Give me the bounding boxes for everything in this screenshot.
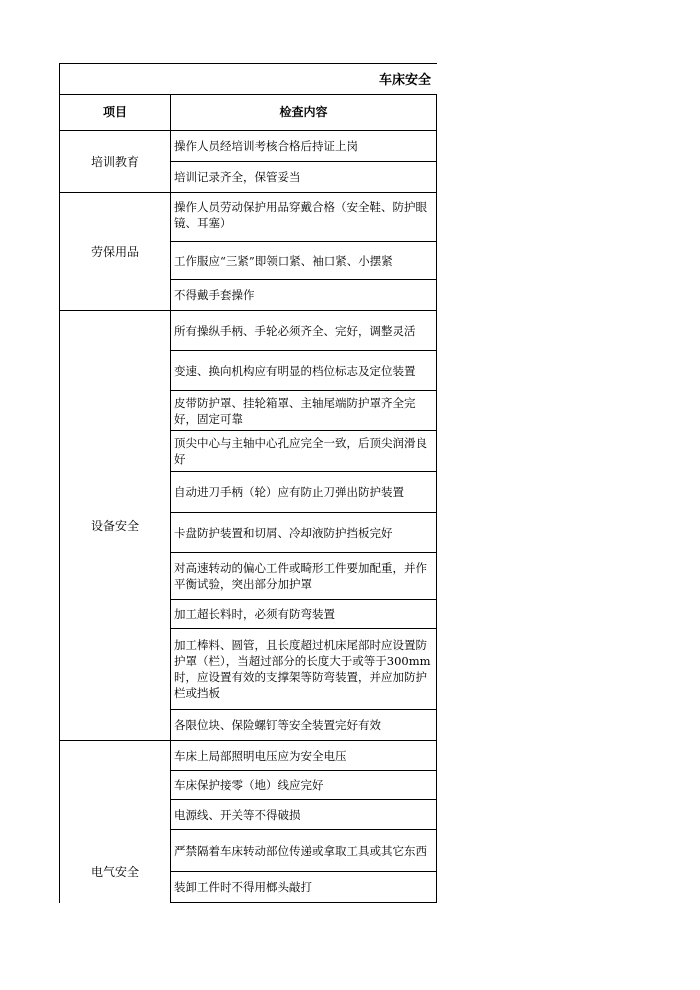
table-row: 装卸工件时不得用榔头敲打 (174, 880, 312, 894)
table-row: 变速、换向机构应有明显的档位标志及定位装置 (174, 363, 416, 378)
table-row: 电源线、开关等不得破损 (174, 807, 301, 822)
table-row: 自动进刀手柄（轮）应有防止刀弹出防护装置 (174, 485, 404, 499)
table-row: 对高速转动的偏心工件或畸形工件要加配重，并作平衡试验，突出部分加护罩 (174, 561, 427, 591)
header-content: 检查内容 (279, 105, 328, 119)
header-item: 项目 (102, 105, 127, 119)
table-row: 顶尖中心与主轴中心孔应完全一致，后顶尖润滑良好 (174, 436, 427, 466)
table-border-top (59, 63, 437, 64)
category-ppe: 劳保用品 (90, 245, 139, 259)
table-row: 培训记录齐全，保管妥当 (174, 170, 301, 184)
table-row: 操作人员劳动保护用品穿戴合格（安全鞋、防护眼镜、耳塞） (174, 200, 427, 230)
table-row: 严禁隔着车床转动部位传递或拿取工具或其它东西 (174, 843, 427, 858)
table-row: 加工超长料时，必须有防弯装置 (174, 607, 335, 621)
inspection-table (59, 63, 437, 903)
table-row: 所有操纵手柄、手轮必须齐全、完好，调整灵活 (174, 323, 416, 338)
table-row: 工作服应“三紧”即领口紧、袖口紧、小摆紧 (174, 253, 393, 268)
table-border-bottom (170, 902, 437, 903)
table-row: 车床保护接零（地）线应完好 (174, 778, 324, 792)
table-row: 加工棒料、圆管，且长度超过机床尾部时应设置防护罩（栏），当超过部分的长度大于或等于300mm时，应设置有效的支撑架等防弯装置，并应加防护栏或挡板 (174, 638, 431, 700)
category-equipment: 设备安全 (90, 519, 139, 533)
table-row: 卡盘防护装置和切屑、冷却液防护挡板完好 (174, 525, 393, 540)
table-row: 各限位块、保险螺钉等安全装置完好有效 (174, 718, 381, 732)
table-row: 车床上局部照明电压应为安全电压 (174, 748, 347, 763)
column-divider (170, 94, 171, 903)
table-row: 操作人员经培训考核合格后持证上岗 (174, 139, 358, 153)
table-row: 不得戴手套操作 (174, 288, 255, 302)
table-row: 皮带防护罩、挂轮箱罩、主轴尾端防护罩齐全完好，固定可靠 (174, 395, 416, 426)
category-training: 培训教育 (90, 155, 139, 169)
table-border-right (436, 94, 437, 903)
table-title: 车床安全 (379, 73, 432, 88)
category-electrical: 电气安全 (90, 865, 139, 879)
